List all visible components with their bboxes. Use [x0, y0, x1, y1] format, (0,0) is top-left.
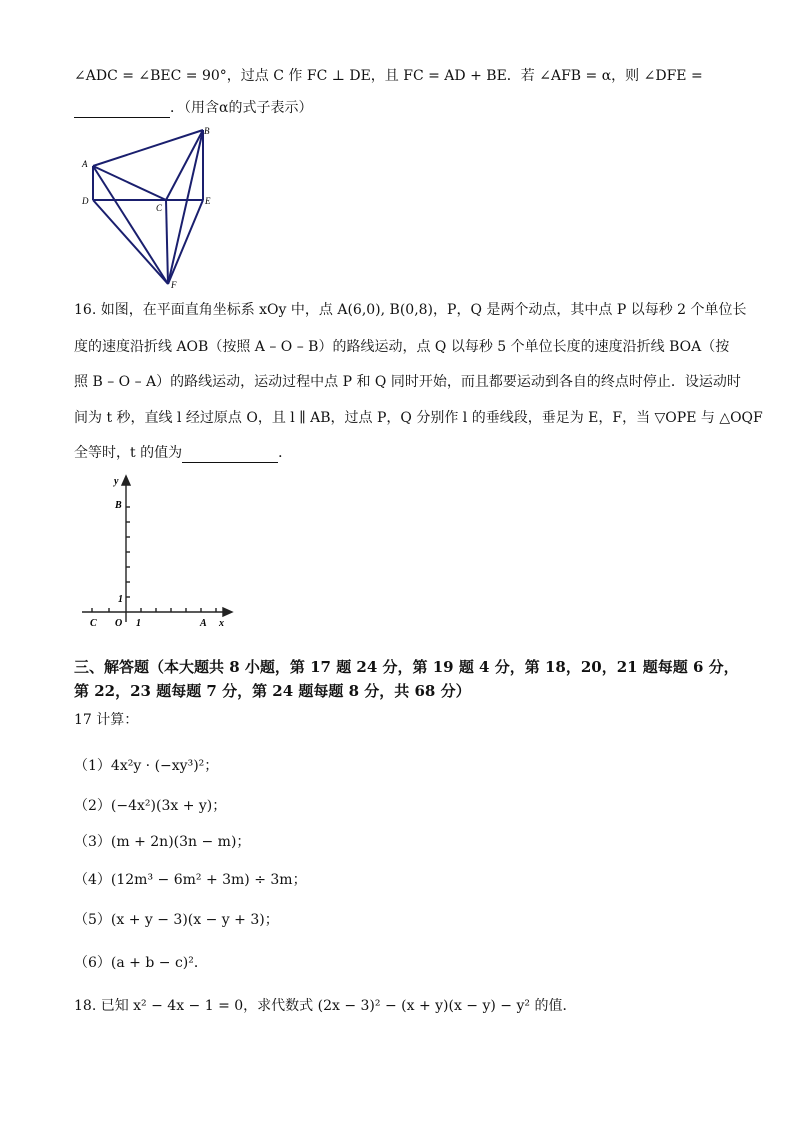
label-F: F — [171, 280, 177, 290]
axis-label-B: B — [115, 500, 122, 511]
q16-line4: 间为 t 秒，直线 l 经过原点 O，且 l ∥ AB，过点 P，Q 分别作 l 的垂线段，垂足为 E，F，当 ▽OPE 与 △OQF — [74, 410, 763, 426]
axis-label-A: A — [200, 618, 207, 629]
q16-line5-suffix: ． — [278, 445, 293, 461]
label-D: D — [82, 196, 89, 206]
q15-line2 — [74, 98, 312, 118]
y-axis-arrow — [122, 476, 130, 485]
axis-label-C: C — [90, 618, 97, 629]
q17-item-3: （3）(m + 2n)(3n − m)； — [74, 834, 251, 850]
edge-EF — [168, 200, 203, 284]
q16-line1: 16. 如图，在平面直角坐标系 xOy 中，点 A(6,0), B(0,8)，P，Q 是两个动点，其中点 P 以每秒 2 个单位长 — [74, 302, 747, 318]
q17-item-4: （4）(12m³ − 6m² + 3m) ÷ 3m； — [74, 872, 307, 888]
x-axis-arrow — [223, 608, 232, 616]
axis-label-x: x — [219, 618, 224, 629]
q16-line3: 照 B – O – A）的路线运动，运动过程中点 P 和 Q 同时开始，而且都要运动到各自的终点时停止．设运动时 — [74, 374, 741, 390]
q17-title: 17 计算： — [74, 712, 139, 728]
q17-item-6: （6）(a + b − c)²． — [74, 955, 208, 971]
axis-label-1-x: 1 — [136, 618, 141, 629]
q17-item-1: （1）4x²y · (−xy³)²； — [74, 758, 219, 774]
q16-answer-blank[interactable] — [182, 446, 278, 463]
section3-header-line1: 三、解答题（本大题共 8 小题，第 17 题 24 分，第 19 题 4 分，第 18，20，21 题每题 6 分， — [74, 658, 739, 676]
q17-item-5: （5）(x + y − 3)(x − y + 3)； — [74, 912, 279, 928]
q15-line1: ∠ADC = ∠BEC = 90°，过点 C 作 FC ⊥ DE，且 FC = AD + BE．若 ∠AFB = α，则 ∠DFE = — [74, 68, 703, 84]
q16-line5 — [74, 443, 292, 463]
q17-item-2: （2）(−4x²)(3x + y)； — [74, 798, 227, 814]
label-A: A — [82, 159, 88, 169]
label-E: E — [205, 196, 211, 206]
q16-line2: 度的速度沿折线 AOB（按照 A – O – B）的路线运动，点 Q 以每秒 5 个单位长度的速度沿折线 BOA（按 — [74, 339, 730, 355]
q16-axes-figure — [78, 472, 238, 634]
label-B: B — [204, 126, 210, 136]
axis-label-1-y: 1 — [118, 594, 123, 605]
q15-answer-blank[interactable] — [74, 101, 170, 118]
q18-text: 18. 已知 x² − 4x − 1 = 0，求代数式 (2x − 3)² − (x + y)(x − y) − y² 的值． — [74, 998, 577, 1014]
edge-BF — [168, 130, 203, 284]
label-C: C — [156, 203, 163, 213]
edge-CF — [166, 200, 168, 284]
axis-label-O: O — [115, 618, 123, 629]
section3-header-line2: 第 22，23 题每题 7 分，第 24 题每题 8 分，共 68 分） — [74, 682, 471, 700]
q15-figure — [78, 124, 228, 290]
q15-line2-suffix: ．（用含α的式子表示） — [170, 100, 313, 116]
axis-label-y: y — [114, 476, 119, 487]
q16-line5-prefix: 全等时，t 的值为 — [74, 445, 183, 461]
